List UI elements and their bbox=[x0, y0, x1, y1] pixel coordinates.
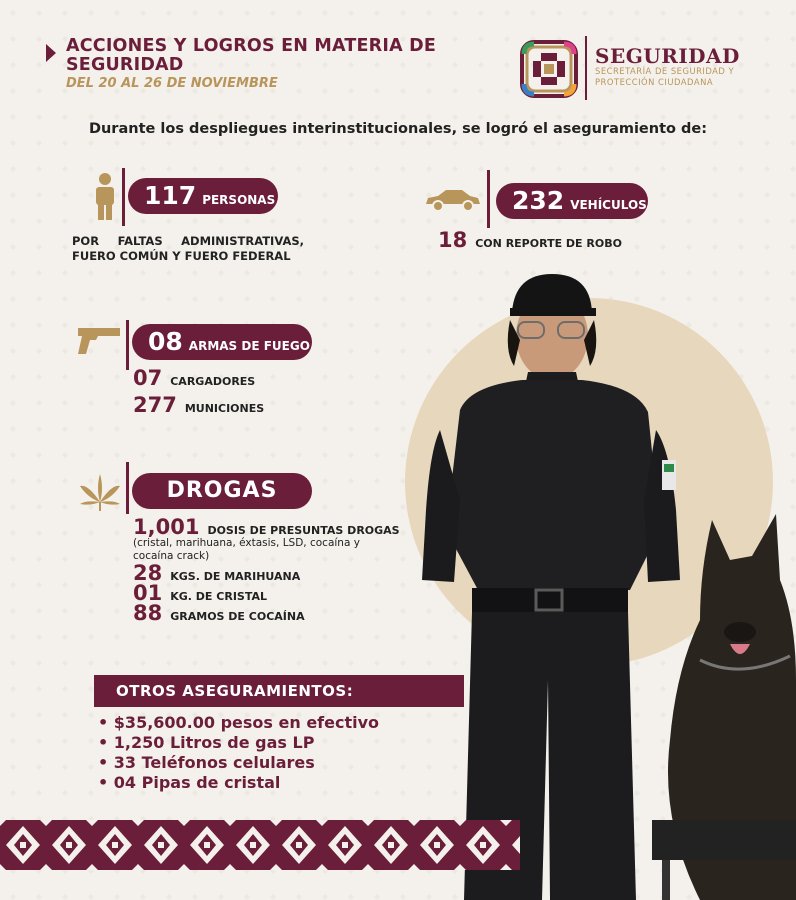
cargadores-label: CARGADORES bbox=[170, 375, 256, 388]
list-item: • 1,250 Litros de gas LP bbox=[98, 733, 379, 753]
cargadores-number: 07 bbox=[133, 366, 163, 390]
robo-number: 18 bbox=[438, 228, 468, 252]
logo-divider bbox=[585, 36, 587, 100]
vehiculos-number: 232 bbox=[512, 186, 565, 215]
otros-list bbox=[98, 713, 379, 793]
municiones-row bbox=[133, 393, 264, 417]
vehiculos-label: VEHÍCULOS bbox=[570, 198, 647, 212]
drogas-pill: DROGAS bbox=[132, 473, 312, 509]
decorative-pattern-band bbox=[0, 820, 796, 870]
car-icon bbox=[424, 188, 482, 212]
cristal-label: KG. DE CRISTAL bbox=[170, 590, 267, 603]
armas-pill bbox=[132, 324, 312, 360]
seguridad-logo-icon bbox=[520, 40, 578, 98]
brand-name: SEGURIDAD bbox=[595, 44, 740, 68]
municiones-number: 277 bbox=[133, 393, 177, 417]
municiones-label: MUNICIONES bbox=[184, 402, 265, 415]
list-item: • 04 Pipas de cristal bbox=[98, 773, 379, 793]
person-icon bbox=[92, 172, 118, 220]
vehiculos-pill bbox=[496, 183, 648, 219]
intro-text: Durante los despliegues interinstitucionales, se logró el aseguramiento de: bbox=[88, 121, 708, 137]
doses-detail: (cristal, marihuana, éxtasis, LSD, cocaína y cocaína crack) bbox=[133, 537, 360, 562]
officer-with-dog-photo bbox=[400, 260, 796, 900]
personas-label: PERSONAS bbox=[202, 193, 276, 207]
page-title: ACCIONES Y LOGROS EN MATERIA DE SEGURIDAD bbox=[66, 36, 436, 75]
cargadores-row bbox=[133, 366, 255, 390]
title-arrow-icon bbox=[46, 44, 56, 62]
cocaina-label: GRAMOS DE COCAÍNA bbox=[170, 610, 305, 623]
cristal-number: 01 bbox=[133, 581, 163, 605]
armas-label: ARMAS DE FUEGO bbox=[188, 339, 310, 353]
doses-number: 1,001 bbox=[133, 515, 200, 539]
otros-title: OTROS ASEGURAMIENTOS: bbox=[94, 675, 464, 707]
personas-description: POR FALTAS ADMINISTRATIVAS, FUERO COMÚN Y FUERO FEDERAL bbox=[72, 234, 304, 263]
personas-divider bbox=[122, 168, 125, 226]
cocaina-number: 88 bbox=[133, 601, 163, 625]
vehiculos-divider bbox=[487, 170, 490, 228]
list-item: • $35,600.00 pesos en efectivo bbox=[98, 713, 379, 733]
marihuana-number: 28 bbox=[133, 561, 163, 585]
brand-subtitle: SECRETARÍA DE SEGURIDAD Y PROTECCIÓN CIUDADANA bbox=[595, 66, 735, 87]
cocaina-row bbox=[133, 601, 305, 625]
date-range: DEL 20 AL 26 DE NOVIEMBRE bbox=[66, 76, 278, 91]
marihuana-label: KGS. DE MARIHUANA bbox=[170, 570, 301, 583]
doses-label: DOSIS DE PRESUNTAS DROGAS bbox=[207, 524, 400, 537]
pistol-icon bbox=[76, 326, 122, 356]
armas-divider bbox=[126, 320, 129, 370]
cannabis-leaf-icon bbox=[78, 472, 122, 512]
doses-row bbox=[133, 515, 400, 539]
list-item: • 33 Teléfonos celulares bbox=[98, 753, 379, 773]
armas-number: 08 bbox=[148, 327, 183, 356]
personas-pill bbox=[128, 178, 278, 214]
robo-label: CON REPORTE DE ROBO bbox=[475, 237, 622, 250]
drogas-divider bbox=[126, 462, 129, 514]
personas-number: 117 bbox=[144, 181, 197, 210]
robo-row bbox=[438, 228, 622, 252]
